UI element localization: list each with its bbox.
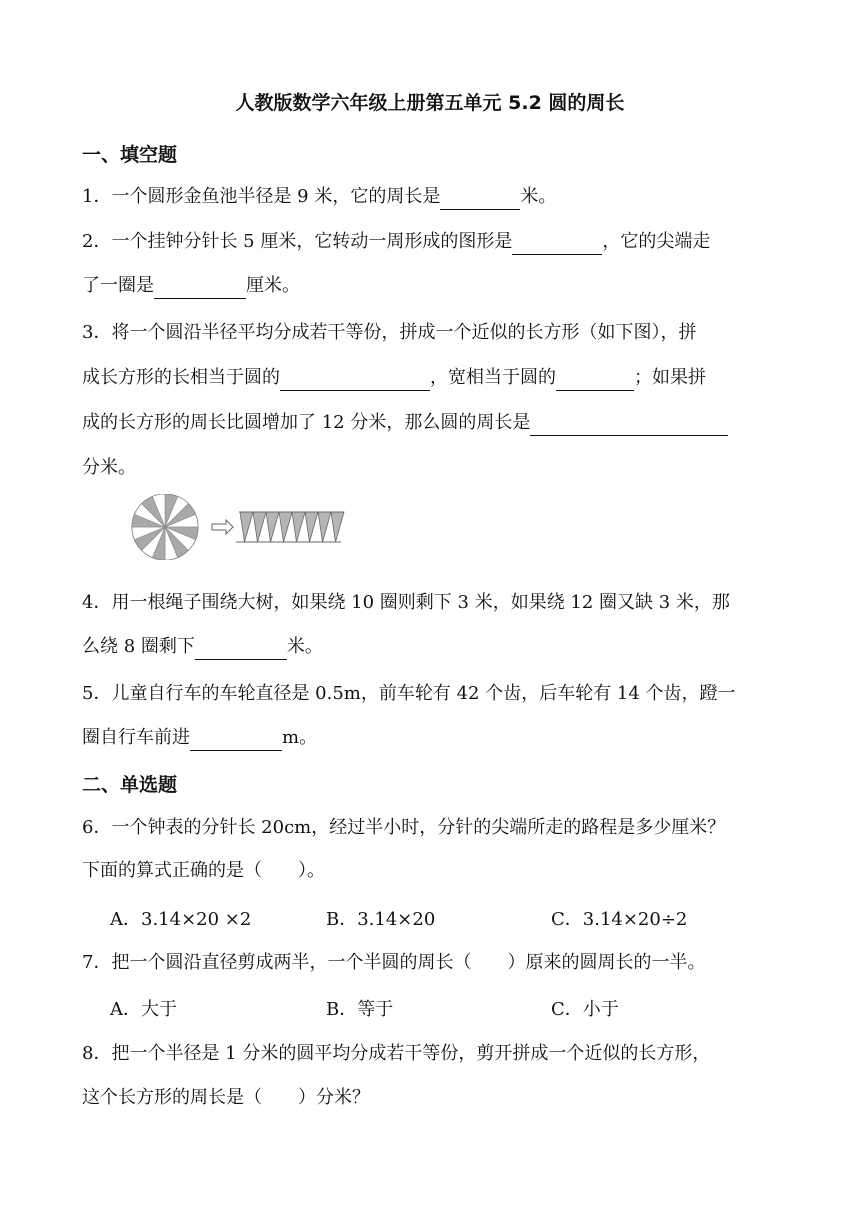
rectangle-sector [318,512,331,542]
question-2-text-cont: ，它的尖端走 [602,231,711,252]
question-1-text: 1．一个圆形金鱼池半径是 9 米，它的周长是 [82,186,441,207]
answer-blank[interactable] [190,730,282,751]
question-2-line-1 [82,229,710,255]
question-7-line-1: 7．把一个圆沿直径剪成两半，一个半圆的周长（ ）原来的圆周长的一半。 [82,952,706,973]
page-title: 人教版数学六年级上册第五单元 5.2 圆的周长 [235,92,625,114]
question-3-line-1: 3．将一个圆沿半径平均分成若干等份，拼成一个近似的长方形（如下图），拼 [82,322,697,343]
arrow-icon [212,520,233,534]
question-8-line-1: 8．把一个半径是 1 分米的圆平均分成若干等份，剪开拼成一个近似的长方形， [82,1043,711,1064]
question-6-option-c[interactable]: C．3.14×20÷2 [551,909,688,930]
circle-sectors-diagram [124,494,354,560]
answer-blank[interactable] [530,415,728,436]
rectangle-sector [266,512,279,542]
question-7-option-c[interactable]: C．小于 [551,999,619,1020]
question-3-line-2 [82,365,706,391]
answer-blank[interactable] [195,639,287,660]
rectangle-sector [305,512,318,542]
question-1-unit: 米。 [520,186,557,207]
question-6-option-a[interactable]: A．3.14×20 ×2 [110,909,252,930]
rectangle-sector [240,512,253,542]
question-4-unit: 米。 [286,636,323,657]
rectangle-sector [279,512,292,542]
question-2-text: 2．一个挂钟分针长 5 厘米，它转动一周形成的图形是 [82,231,513,252]
answer-blank[interactable] [280,370,430,391]
approximate-rectangle [236,512,344,542]
question-5-line-2 [82,725,317,751]
answer-blank[interactable] [154,278,246,299]
question-5-unit: m。 [282,727,318,748]
rectangle-sector [331,512,344,542]
question-5-line-1: 5．儿童自行车的车轮直径是 0.5m，前车轮有 42 个齿，后车轮有 14 个齿，蹬一 [82,683,736,704]
question-3-line-3 [82,410,728,436]
question-3-line-4: 分米。 [82,457,136,478]
rectangle-sector [292,512,305,542]
rectangle-sector [253,512,266,542]
question-4-line-1: 4．用一根绳子围绕大树，如果绕 10 圈则剩下 3 米，如果绕 12 圈又缺 3 米，那 [82,592,730,613]
question-3-text-cont: ；如果拼 [634,367,706,388]
answer-blank[interactable] [556,370,634,391]
question-4-text: 么绕 8 圈剩下 [82,636,195,657]
answer-blank[interactable] [440,189,520,210]
question-3-text: 成长方形的长相当于圆的 [82,367,280,388]
question-4-line-2 [82,634,323,660]
question-3-text: 成的长方形的周长比圆增加了 12 分米，那么圆的周长是 [82,412,531,433]
question-1 [82,184,556,210]
question-7-option-a[interactable]: A．大于 [110,999,177,1020]
question-5-text: 圈自行车前进 [82,727,190,748]
section-heading-single-choice: 二、单选题 [82,774,178,796]
question-6-line-2: 下面的算式正确的是（ ）。 [82,860,325,881]
question-8-line-2: 这个长方形的周长是（ ）分米？ [82,1087,370,1108]
question-3-text-cont: ，宽相当于圆的 [430,367,556,388]
circle-to-rectangle-figure [124,494,354,564]
divided-circle [132,494,198,560]
question-6-line-1: 6．一个钟表的分针长 20cm，经过半小时，分针的尖端所走的路程是多少厘米？ [82,817,726,838]
question-2-text: 了一圈是 [82,275,154,296]
question-2-line-2 [82,273,300,299]
question-2-unit: 厘米。 [246,275,300,296]
section-heading-fill-blank: 一、填空题 [82,144,178,166]
answer-blank[interactable] [512,234,602,255]
question-7-option-b[interactable]: B．等于 [326,999,394,1020]
question-6-option-b[interactable]: B．3.14×20 [326,909,436,930]
